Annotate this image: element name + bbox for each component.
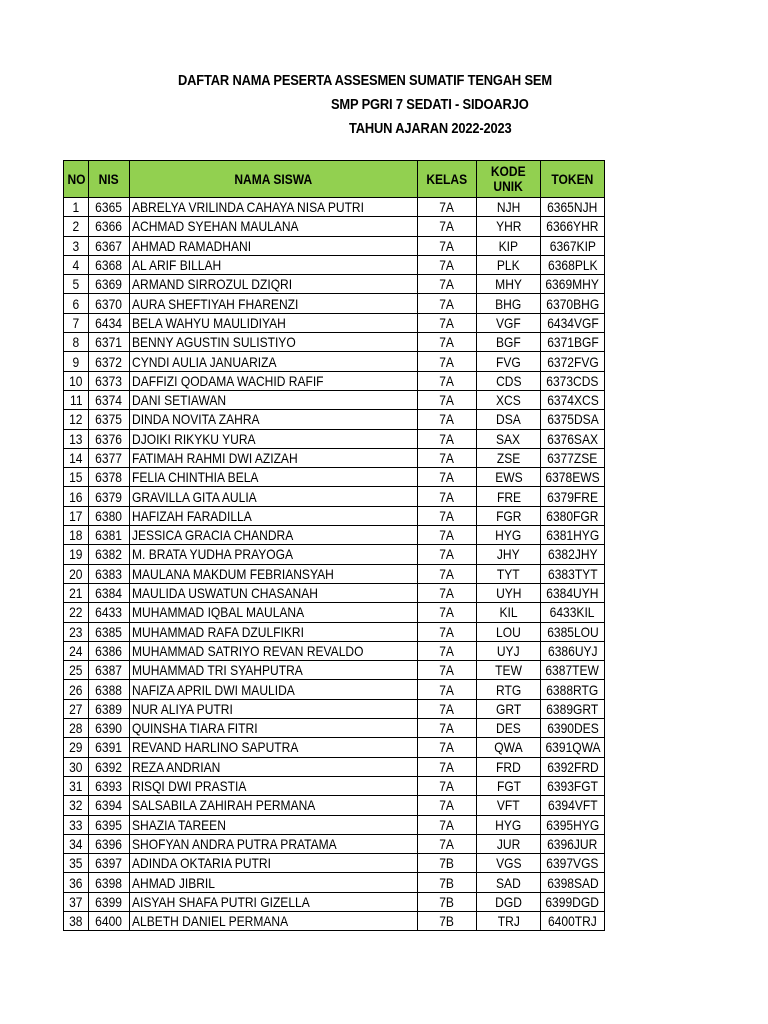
cell-nis: 6367 [89,236,130,255]
header-nama-siswa: NAMA SISWA [130,161,418,198]
cell-kelas: 7A [418,390,477,409]
cell-nis: 6371 [89,333,130,352]
cell-nama-siswa: HAFIZAH FARADILLA [130,506,418,525]
cell-token: 6398SAD [541,873,605,892]
cell-nis: 6395 [89,815,130,834]
cell-kelas: 7A [418,352,477,371]
cell-kelas: 7A [418,583,477,602]
cell-nama-siswa: MAULANA MAKDUM FEBRIANSYAH [130,564,418,583]
cell-nama-siswa: NUR ALIYA PUTRI [130,699,418,718]
cell-kelas: 7B [418,892,477,911]
cell-kelas: 7A [418,198,477,217]
cell-kode-unik: GRT [477,699,541,718]
cell-nama-siswa: BENNY AGUSTIN SULISTIYO [130,333,418,352]
cell-nama-siswa: JESSICA GRACIA CHANDRA [130,526,418,545]
cell-kelas: 7A [418,487,477,506]
cell-kode-unik: VGF [477,313,541,332]
cell-kode-unik: VGS [477,854,541,873]
cell-kode-unik: SAD [477,873,541,892]
cell-nis: 6369 [89,275,130,294]
cell-nis: 6393 [89,776,130,795]
cell-kode-unik: FGR [477,506,541,525]
table-row [64,564,605,583]
cell-token: 6367KIP [541,236,605,255]
cell-kode-unik: FGT [477,776,541,795]
cell-no: 18 [64,526,89,545]
header-nis: NIS [89,161,130,198]
cell-nis: 6380 [89,506,130,525]
cell-kelas: 7A [418,738,477,757]
cell-nama-siswa: REZA ANDRIAN [130,757,418,776]
cell-kode-unik: VFT [477,796,541,815]
table-row [64,429,605,448]
cell-no: 7 [64,313,89,332]
cell-token: 6394VFT [541,796,605,815]
cell-kelas: 7A [418,834,477,853]
cell-kelas: 7A [418,680,477,699]
table-row [64,468,605,487]
cell-no: 30 [64,757,89,776]
cell-token: 6387TEW [541,661,605,680]
cell-no: 13 [64,429,89,448]
table-row [64,255,605,274]
cell-no: 20 [64,564,89,583]
cell-kelas: 7A [418,275,477,294]
cell-nama-siswa: DJOIKI RIKYKU YURA [130,429,418,448]
cell-kode-unik: TYT [477,564,541,583]
cell-no: 16 [64,487,89,506]
cell-nis: 6376 [89,429,130,448]
cell-token: 6392FRD [541,757,605,776]
cell-token: 6372FVG [541,352,605,371]
cell-kode-unik: YHR [477,217,541,236]
table-row [64,699,605,718]
school-name: SMP PGRI 7 SEDATI - SIDOARJO [331,96,529,113]
cell-kode-unik: KIL [477,603,541,622]
cell-kode-unik: TRJ [477,911,541,930]
table-row [64,583,605,602]
table-row [64,390,605,409]
cell-nama-siswa: SHAZIA TAREEN [130,815,418,834]
cell-nis: 6433 [89,603,130,622]
cell-token: 6386UYJ [541,641,605,660]
cell-no: 24 [64,641,89,660]
table-row [64,275,605,294]
cell-nama-siswa: FELIA CHINTHIA BELA [130,468,418,487]
cell-token: 6380FGR [541,506,605,525]
cell-kelas: 7A [418,526,477,545]
cell-token: 6395HYG [541,815,605,834]
cell-nama-siswa: REVAND HARLINO SAPUTRA [130,738,418,757]
cell-nama-siswa: SALSABILA ZAHIRAH PERMANA [130,796,418,815]
cell-no: 31 [64,776,89,795]
cell-nama-siswa: QUINSHA TIARA FITRI [130,719,418,738]
cell-kode-unik: QWA [477,738,541,757]
cell-nama-siswa: MAULIDA USWATUN CHASANAH [130,583,418,602]
cell-nama-siswa: DANI SETIAWAN [130,390,418,409]
cell-nis: 6368 [89,255,130,274]
cell-kelas: 7A [418,699,477,718]
cell-no: 35 [64,854,89,873]
cell-kelas: 7A [418,236,477,255]
cell-kelas: 7A [418,468,477,487]
cell-kode-unik: DGD [477,892,541,911]
cell-token: 6399DGD [541,892,605,911]
cell-nis: 6379 [89,487,130,506]
cell-no: 33 [64,815,89,834]
cell-nama-siswa: BELA WAHYU MAULIDIYAH [130,313,418,332]
table-row [64,815,605,834]
cell-nis: 6389 [89,699,130,718]
cell-token: 6379FRE [541,487,605,506]
cell-token: 6365NJH [541,198,605,217]
cell-kode-unik: ZSE [477,448,541,467]
table-row [64,641,605,660]
cell-kelas: 7A [418,603,477,622]
cell-token: 6368PLK [541,255,605,274]
cell-kode-unik: UYH [477,583,541,602]
cell-nama-siswa: MUHAMMAD SATRIYO REVAN REVALDO [130,641,418,660]
table-row [64,854,605,873]
table-row [64,448,605,467]
cell-kode-unik: HYG [477,815,541,834]
cell-token: 6378EWS [541,468,605,487]
cell-kelas: 7A [418,757,477,776]
cell-kelas: 7A [418,641,477,660]
cell-nama-siswa: MUHAMMAD IQBAL MAULANA [130,603,418,622]
cell-kode-unik: DSA [477,410,541,429]
cell-no: 26 [64,680,89,699]
cell-token: 6377ZSE [541,448,605,467]
cell-kode-unik: BHG [477,294,541,313]
cell-kode-unik: FRE [477,487,541,506]
cell-token: 6371BGF [541,333,605,352]
cell-kode-unik: JHY [477,545,541,564]
cell-no: 36 [64,873,89,892]
cell-nis: 6390 [89,719,130,738]
cell-token: 6374XCS [541,390,605,409]
cell-kode-unik: CDS [477,371,541,390]
cell-kode-unik: BGF [477,333,541,352]
cell-no: 9 [64,352,89,371]
cell-nama-siswa: GRAVILLA GITA AULIA [130,487,418,506]
table-row [64,545,605,564]
cell-kelas: 7A [418,429,477,448]
cell-no: 8 [64,333,89,352]
cell-nama-siswa: AISYAH SHAFA PUTRI GIZELLA [130,892,418,911]
cell-nis: 6366 [89,217,130,236]
cell-token: 6384UYH [541,583,605,602]
cell-nis: 6398 [89,873,130,892]
cell-kode-unik: SAX [477,429,541,448]
cell-nis: 6400 [89,911,130,930]
cell-nama-siswa: NAFIZA APRIL DWI MAULIDA [130,680,418,699]
table-row [64,873,605,892]
table-row [64,294,605,313]
cell-token: 6369MHY [541,275,605,294]
cell-kode-unik: HYG [477,526,541,545]
cell-token: 6390DES [541,719,605,738]
cell-token: 6376SAX [541,429,605,448]
cell-token: 6373CDS [541,371,605,390]
academic-year: TAHUN AJARAN 2022-2023 [349,120,512,137]
cell-no: 22 [64,603,89,622]
cell-kode-unik: FRD [477,757,541,776]
cell-token: 6396JUR [541,834,605,853]
cell-no: 4 [64,255,89,274]
cell-no: 12 [64,410,89,429]
header-no: NO [64,161,89,198]
cell-nis: 6374 [89,390,130,409]
document-title: DAFTAR NAMA PESERTA ASSESMEN SUMATIF TENGAH SEM [178,72,552,89]
cell-nama-siswa: RISQI DWI PRASTIA [130,776,418,795]
cell-token: 6434VGF [541,313,605,332]
cell-token: 6382JHY [541,545,605,564]
cell-kelas: 7B [418,873,477,892]
cell-nama-siswa: FATIMAH RAHMI DWI AZIZAH [130,448,418,467]
table-row [64,487,605,506]
cell-token: 6391QWA [541,738,605,757]
cell-kelas: 7A [418,448,477,467]
cell-kode-unik: FVG [477,352,541,371]
cell-kode-unik: KIP [477,236,541,255]
cell-kelas: 7A [418,506,477,525]
cell-kelas: 7A [418,294,477,313]
cell-kode-unik: PLK [477,255,541,274]
cell-kode-unik: UYJ [477,641,541,660]
cell-nama-siswa: DINDA NOVITA ZAHRA [130,410,418,429]
cell-nama-siswa: ACHMAD SYEHAN MAULANA [130,217,418,236]
cell-nis: 6388 [89,680,130,699]
cell-token: 6375DSA [541,410,605,429]
cell-nis: 6381 [89,526,130,545]
cell-kode-unik: TEW [477,661,541,680]
cell-nama-siswa: AL ARIF BILLAH [130,255,418,274]
header-token: TOKEN [541,161,605,198]
cell-nama-siswa: CYNDI AULIA JANUARIZA [130,352,418,371]
cell-no: 28 [64,719,89,738]
table-row [64,236,605,255]
cell-nis: 6391 [89,738,130,757]
cell-token: 6393FGT [541,776,605,795]
cell-kelas: 7A [418,333,477,352]
cell-nama-siswa: MUHAMMAD RAFA DZULFIKRI [130,622,418,641]
table-row [64,911,605,930]
cell-kelas: 7B [418,911,477,930]
cell-kode-unik: RTG [477,680,541,699]
cell-no: 17 [64,506,89,525]
cell-no: 15 [64,468,89,487]
cell-nama-siswa: DAFFIZI QODAMA WACHID RAFIF [130,371,418,390]
cell-nis: 6377 [89,448,130,467]
cell-nama-siswa: SHOFYAN ANDRA PUTRA PRATAMA [130,834,418,853]
table-row [64,796,605,815]
cell-nama-siswa: ARMAND SIRROZUL DZIQRI [130,275,418,294]
cell-kelas: 7A [418,564,477,583]
cell-kelas: 7A [418,622,477,641]
cell-nis: 6370 [89,294,130,313]
cell-no: 23 [64,622,89,641]
table-row [64,333,605,352]
cell-no: 27 [64,699,89,718]
cell-no: 10 [64,371,89,390]
table-row [64,506,605,525]
cell-nis: 6375 [89,410,130,429]
cell-no: 11 [64,390,89,409]
cell-nis: 6392 [89,757,130,776]
table-row [64,410,605,429]
cell-nis: 6394 [89,796,130,815]
cell-nis: 6397 [89,854,130,873]
cell-nis: 6385 [89,622,130,641]
cell-no: 6 [64,294,89,313]
cell-nis: 6386 [89,641,130,660]
cell-nis: 6399 [89,892,130,911]
cell-kelas: 7A [418,661,477,680]
cell-token: 6381HYG [541,526,605,545]
cell-no: 25 [64,661,89,680]
cell-kelas: 7A [418,371,477,390]
table-row [64,719,605,738]
table-row [64,892,605,911]
cell-no: 3 [64,236,89,255]
table-header-row [64,161,605,198]
cell-no: 2 [64,217,89,236]
cell-no: 29 [64,738,89,757]
cell-nis: 6372 [89,352,130,371]
header-kelas: KELAS [418,161,477,198]
cell-kode-unik: JUR [477,834,541,853]
cell-kelas: 7A [418,255,477,274]
cell-token: 6383TYT [541,564,605,583]
table-row [64,834,605,853]
cell-kelas: 7B [418,854,477,873]
cell-nama-siswa: ABRELYA VRILINDA CAHAYA NISA PUTRI [130,198,418,217]
cell-no: 19 [64,545,89,564]
cell-no: 34 [64,834,89,853]
cell-no: 1 [64,198,89,217]
table-row [64,313,605,332]
cell-no: 32 [64,796,89,815]
table-row [64,352,605,371]
cell-nis: 6434 [89,313,130,332]
cell-kelas: 7A [418,313,477,332]
cell-nis: 6378 [89,468,130,487]
cell-kelas: 7A [418,719,477,738]
cell-token: 6400TRJ [541,911,605,930]
table-row [64,371,605,390]
table-row [64,622,605,641]
table-row [64,738,605,757]
cell-nis: 6384 [89,583,130,602]
cell-kode-unik: EWS [477,468,541,487]
cell-token: 6385LOU [541,622,605,641]
cell-nis: 6387 [89,661,130,680]
cell-kode-unik: MHY [477,275,541,294]
cell-nama-siswa: ADINDA OKTARIA PUTRI [130,854,418,873]
cell-nis: 6373 [89,371,130,390]
cell-token: 6433KIL [541,603,605,622]
table-row [64,757,605,776]
cell-nama-siswa: M. BRATA YUDHA PRAYOGA [130,545,418,564]
cell-nama-siswa: AURA SHEFTIYAH FHARENZI [130,294,418,313]
cell-kode-unik: DES [477,719,541,738]
cell-nis: 6382 [89,545,130,564]
cell-no: 37 [64,892,89,911]
cell-kelas: 7A [418,217,477,236]
cell-kelas: 7A [418,815,477,834]
cell-token: 6366YHR [541,217,605,236]
cell-nama-siswa: ALBETH DANIEL PERMANA [130,911,418,930]
table-row [64,776,605,795]
table-row [64,217,605,236]
cell-nama-siswa: AHMAD JIBRIL [130,873,418,892]
cell-kode-unik: XCS [477,390,541,409]
cell-no: 21 [64,583,89,602]
cell-nama-siswa: AHMAD RAMADHANI [130,236,418,255]
cell-kode-unik: NJH [477,198,541,217]
cell-no: 14 [64,448,89,467]
header-kode-unik: KODE UNIK [477,161,541,198]
table-row [64,198,605,217]
cell-token: 6389GRT [541,699,605,718]
cell-token: 6388RTG [541,680,605,699]
cell-kelas: 7A [418,776,477,795]
cell-no: 38 [64,911,89,930]
cell-kelas: 7A [418,410,477,429]
cell-kelas: 7A [418,545,477,564]
cell-kelas: 7A [418,796,477,815]
cell-nis: 6396 [89,834,130,853]
cell-nis: 6365 [89,198,130,217]
table-row [64,680,605,699]
cell-token: 6370BHG [541,294,605,313]
cell-nama-siswa: MUHAMMAD TRI SYAHPUTRA [130,661,418,680]
table-row [64,603,605,622]
cell-kode-unik: LOU [477,622,541,641]
cell-no: 5 [64,275,89,294]
cell-token: 6397VGS [541,854,605,873]
table-row [64,526,605,545]
cell-nis: 6383 [89,564,130,583]
student-table [63,160,605,931]
table-row [64,661,605,680]
